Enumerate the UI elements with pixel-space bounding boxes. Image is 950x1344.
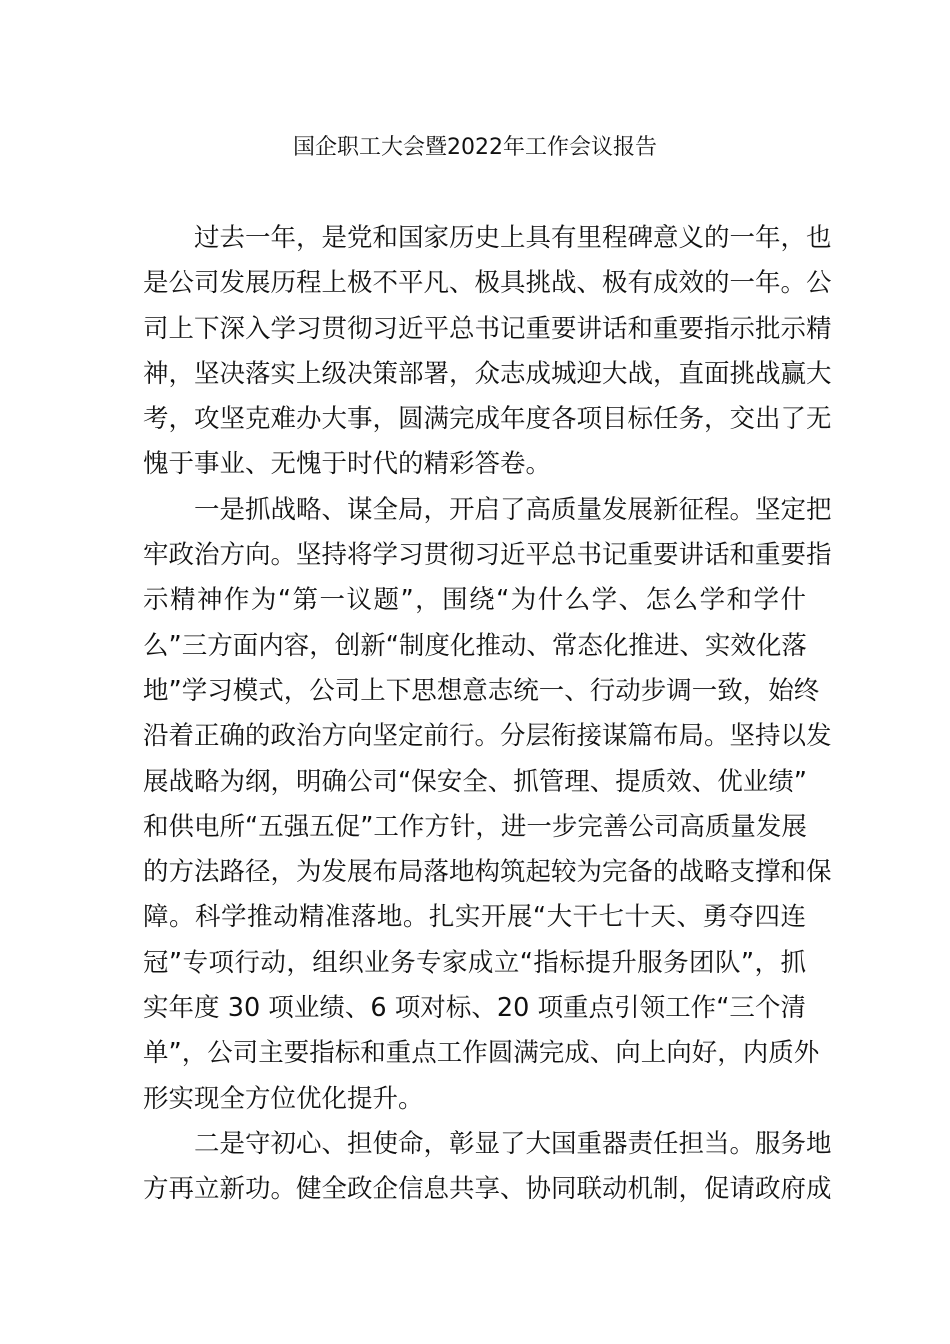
text-line: 冠”专项行动，组织业务专家成立“指标提升服务团队”，抓 <box>143 947 806 978</box>
text-line: 地”学习模式，公司上下思想意志统一、行动步调一致，始终 <box>143 675 820 706</box>
text-line: 牢政治方向。坚持将学习贯彻习近平总书记重要讲话和重要指 <box>143 540 832 571</box>
document-title: 国企职工大会暨2022年工作会议报告 <box>293 135 657 160</box>
text-line: 一是抓战略、谋全局，开启了高质量发展新征程。坚定把 <box>194 494 832 525</box>
text-line: 过去一年，是党和国家历史上具有里程碑意义的一年，也 <box>194 223 832 253</box>
text-line: 司上下深入学习贯彻习近平总书记重要讲话和重要指示批示精 <box>143 313 832 344</box>
document-body <box>143 216 832 1213</box>
text-line: 神，坚决落实上级决策部署，众志成城迎大战，直面挑战赢大 <box>143 358 832 389</box>
text-line: 展战略为纲，明确公司“保安全、抓管理、提质效、优业绩” <box>143 766 807 797</box>
text-line: 是公司发展历程上极不平凡、极具挑战、极有成效的一年。公 <box>143 268 832 299</box>
text-line: 示精神作为“第一议题”，围绕“为什么学、怎么学和学什 <box>143 585 806 616</box>
paragraph <box>143 216 832 488</box>
text-line: 形实现全方位优化提升。 <box>143 1083 424 1114</box>
text-line: 单”，公司主要指标和重点工作圆满完成、向上向好，内质外 <box>143 1038 820 1069</box>
text-line: 考，攻坚克难办大事，圆满完成年度各项目标任务，交出了无 <box>143 404 832 435</box>
text-line: 二是守初心、担使命，彰显了大国重器责任担当。服务地 <box>194 1128 832 1159</box>
paragraph <box>143 1122 832 1213</box>
text-line: 障。科学推动精准落地。扎实开展“大干七十天、勇夺四连 <box>143 902 806 933</box>
text-line: 的方法路径，为发展布局落地构筑起较为完备的战略支撑和保 <box>143 857 832 888</box>
text-line: 沿着正确的政治方向坚定前行。分层衔接谋篇布局。坚持以发 <box>143 721 832 752</box>
text-line: 么”三方面内容，创新“制度化推动、常态化推进、实效化落 <box>143 630 807 661</box>
text-line: 愧于事业、无愧于时代的精彩答卷。 <box>143 449 552 480</box>
text-line: 方再立新功。健全政企信息共享、协同联动机制，促请政府成 <box>143 1174 832 1205</box>
text-line: 和供电所“五强五促”工作方针，进一步完善公司高质量发展 <box>143 811 807 842</box>
paragraph <box>143 488 832 1122</box>
text-line: 实年度 30 项业绩、6 项对标、20 项重点引领工作“三个清 <box>143 993 806 1024</box>
